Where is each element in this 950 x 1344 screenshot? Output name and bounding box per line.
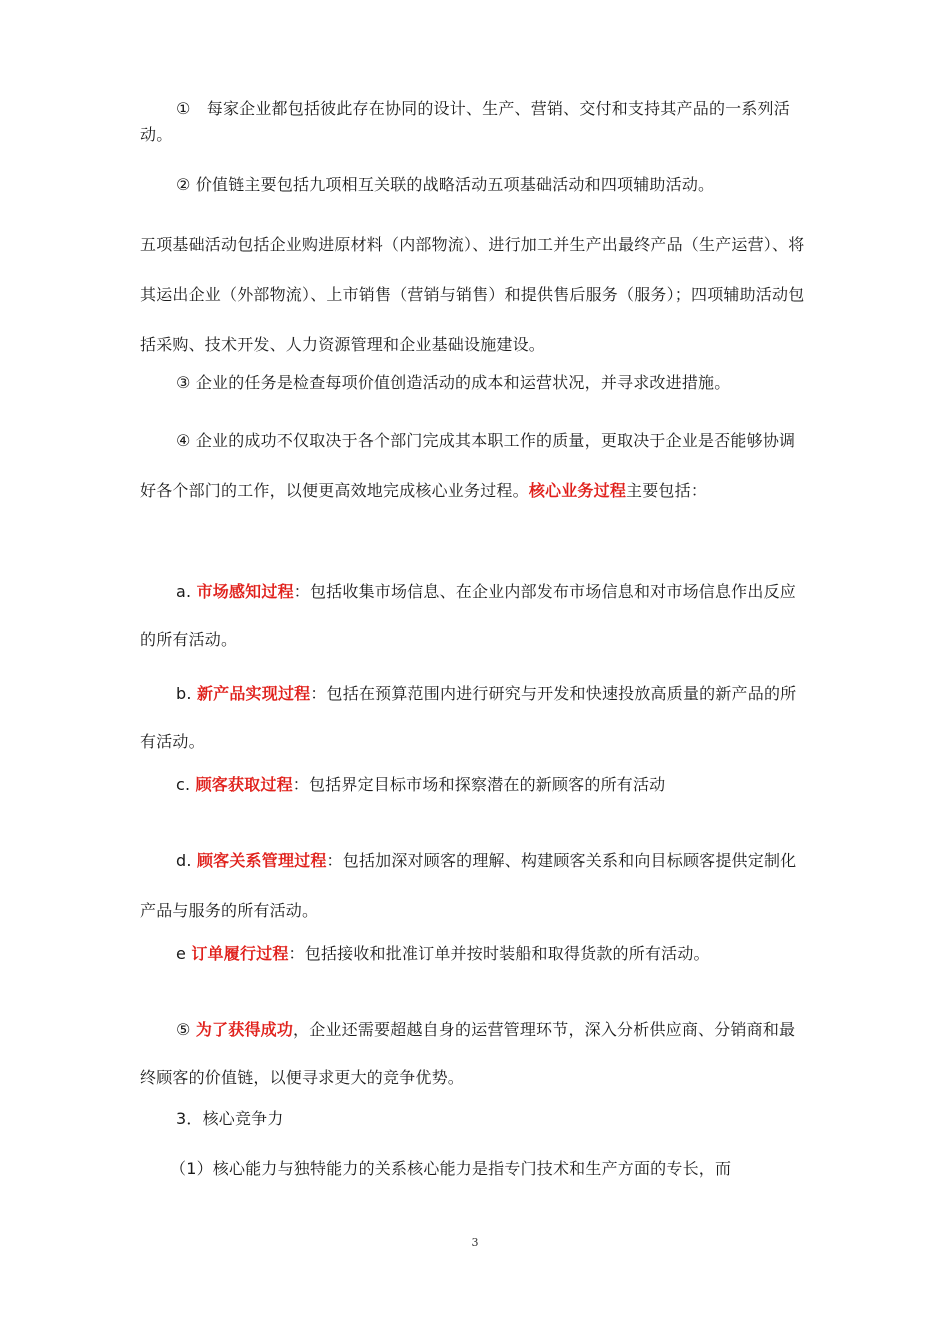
paragraph-8 [140,1156,808,1182]
paragraph-6-text: ，企业还需要超越自身的运营管理环节，深入分析供应商、分销商和最终顾客的价值链，以便寻求更大的竞争优势。 [140,1020,796,1087]
item-e [140,941,808,967]
paragraph-1 [140,96,808,148]
page-number: 3 [471,1236,479,1249]
section-heading [140,1106,808,1132]
paragraph-2-text: ② 价值链主要包括九项相互关联的战略活动五项基础活动和四项辅助活动。 [176,175,715,194]
paragraph-8-text: （1）核心能力与独特能力的关系核心能力是指专门技术和生产方面的专长，而 [170,1159,732,1178]
core-process-highlight: 核心业务过程 [528,481,627,500]
item-d-highlight: 顾客关系管理过程 [196,851,327,870]
item-c-text: ：包括界定目标市场和探察潜在的新顾客的所有活动 [292,775,666,794]
item-d [140,836,808,936]
item-e-text: ：包括接收和批准订单并按时装船和取得货款的所有活动。 [288,944,710,963]
item-c-prefix: c. [176,775,196,794]
paragraph-3 [140,220,808,370]
paragraph-5-text: ④ 企业的成功不仅取决于各个部门完成其本职工作的质量，更取决于企业是否能够协调好各个部门的工作，以便更高效地完成核心业务过程。 [140,431,796,500]
item-a-text: ：包括收集市场信息、在企业内部发布市场信息和对市场信息作出反应的所有活动。 [140,582,796,649]
paragraph-4-text: ③ 企业的任务是检查每项价值创造活动的成本和运营状况，并寻求改进措施。 [176,373,731,392]
item-b [140,670,808,766]
item-b-prefix: b. [176,684,197,703]
item-d-prefix: d. [176,851,197,870]
item-b-highlight: 新产品实现过程 [196,684,311,703]
paragraph-6-prefix: ⑤ [176,1020,196,1039]
paragraph-6 [140,1006,808,1102]
paragraph-5-tail: 主要包括： [626,481,708,500]
paragraph-2 [140,172,808,198]
item-a [140,568,808,664]
paragraph-3-text: 五项基础活动包括企业购进原材料（内部物流）、进行加工并生产出最终产品（生产运营）、将其运出企业（外部物流）、上市销售（营销与销售）和提供售后服务（服务）；四项辅助活动包括采购、技术开发、人力资源管理和企业基础设施建设。 [140,235,805,354]
item-e-prefix: e [176,944,192,963]
item-b-text: ：包括在预算范围内进行研究与开发和快速投放高质量的新产品的所有活动。 [140,684,797,751]
item-c [140,772,808,798]
paragraph-1-text: ① 每家企业都包括彼此存在协同的设计、生产、营销、交付和支持其产品的一系列活动。 [140,99,790,144]
item-c-highlight: 顾客获取过程 [195,775,293,794]
item-e-highlight: 订单履行过程 [191,944,289,963]
item-a-highlight: 市场感知过程 [196,582,294,601]
paragraph-5 [140,416,808,516]
item-d-text: ：包括加深对顾客的理解、构建顾客关系和向目标顾客提供定制化产品与服务的所有活动。 [140,851,797,920]
section-heading-text: 3．核心竞争力 [176,1109,284,1128]
paragraph-6-highlight: 为了获得成功 [195,1020,294,1039]
paragraph-4 [140,370,808,396]
item-a-prefix: a. [176,582,197,601]
